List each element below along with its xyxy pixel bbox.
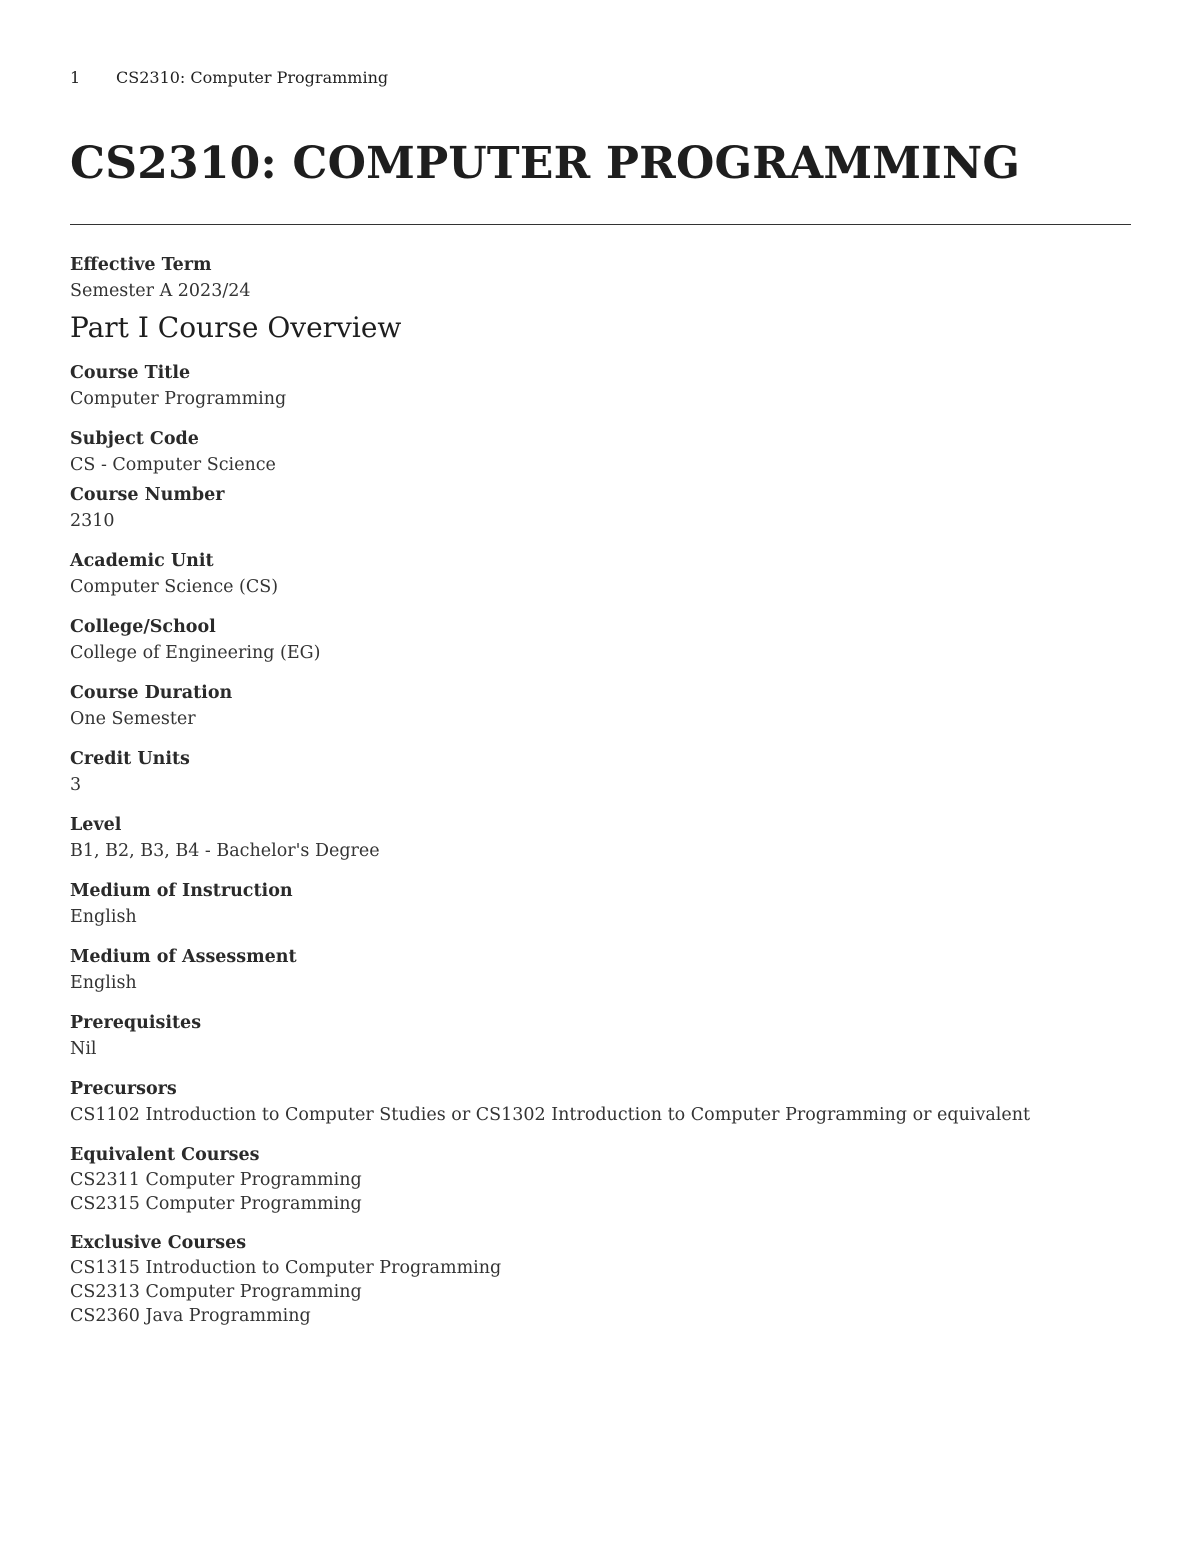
field-value: Semester A 2023/24 xyxy=(70,281,251,301)
course-list xyxy=(70,1168,1130,1216)
field-value: Computer Science (CS) xyxy=(70,577,279,597)
title-divider xyxy=(70,224,1131,225)
field-value: CS1102 Introduction to Computer Studies or CS1302 Introduction to Computer Programming or equivalent xyxy=(70,1105,1031,1125)
field-label: Medium of Assessment xyxy=(70,947,297,967)
field-prerequisites xyxy=(70,1010,1130,1062)
page-title: CS2310: COMPUTER PROGRAMMING xyxy=(70,138,1021,189)
list-item: CS2313 Computer Programming xyxy=(70,1282,362,1302)
field-subject-code xyxy=(70,426,1130,478)
list-item: CS1315 Introduction to Computer Programming xyxy=(70,1258,502,1278)
field-value: CS - Computer Science xyxy=(70,455,276,475)
list-item: CS2311 Computer Programming xyxy=(70,1170,362,1190)
field-label: Level xyxy=(70,815,122,835)
page-number: 1 xyxy=(70,68,81,87)
field-value: B1, B2, B3, B4 - Bachelor's Degree xyxy=(70,841,380,861)
field-academic-unit xyxy=(70,548,1130,600)
field-label: Course Title xyxy=(70,363,191,383)
field-label: Course Duration xyxy=(70,683,233,703)
field-label: Course Number xyxy=(70,485,225,505)
field-exclusive-courses xyxy=(70,1230,1130,1328)
field-value: 2310 xyxy=(70,511,115,531)
section-heading-part1: Part I Course Overview xyxy=(70,311,402,344)
field-label: Precursors xyxy=(70,1079,177,1099)
field-value: College of Engineering (EG) xyxy=(70,643,321,663)
field-label: College/School xyxy=(70,617,216,637)
field-value: Nil xyxy=(70,1039,97,1059)
field-value: Computer Programming xyxy=(70,389,287,409)
list-item: CS2315 Computer Programming xyxy=(70,1194,362,1214)
field-value: One Semester xyxy=(70,709,196,729)
field-value: English xyxy=(70,907,137,927)
field-course-title xyxy=(70,360,1130,412)
field-medium-of-instruction xyxy=(70,878,1130,930)
field-equivalent-courses xyxy=(70,1142,1130,1216)
field-effective-term xyxy=(70,252,1130,304)
field-label: Medium of Instruction xyxy=(70,881,293,901)
field-value: 3 xyxy=(70,775,82,795)
field-level xyxy=(70,812,1130,864)
field-label: Prerequisites xyxy=(70,1013,202,1033)
course-details xyxy=(70,252,1130,1342)
field-label: Academic Unit xyxy=(70,551,214,571)
field-label: Exclusive Courses xyxy=(70,1233,247,1253)
field-precursors xyxy=(70,1076,1130,1128)
field-label: Subject Code xyxy=(70,429,199,449)
list-item: CS2360 Java Programming xyxy=(70,1306,311,1326)
field-label: Effective Term xyxy=(70,255,212,275)
field-label: Equivalent Courses xyxy=(70,1145,260,1165)
running-title: CS2310: Computer Programming xyxy=(116,68,389,87)
field-label: Credit Units xyxy=(70,749,190,769)
running-header xyxy=(70,68,388,87)
field-course-number xyxy=(70,482,1130,534)
field-college-school xyxy=(70,614,1130,666)
field-credit-units xyxy=(70,746,1130,798)
field-course-duration xyxy=(70,680,1130,732)
field-value: English xyxy=(70,973,137,993)
field-medium-of-assessment xyxy=(70,944,1130,996)
course-list xyxy=(70,1256,1130,1328)
